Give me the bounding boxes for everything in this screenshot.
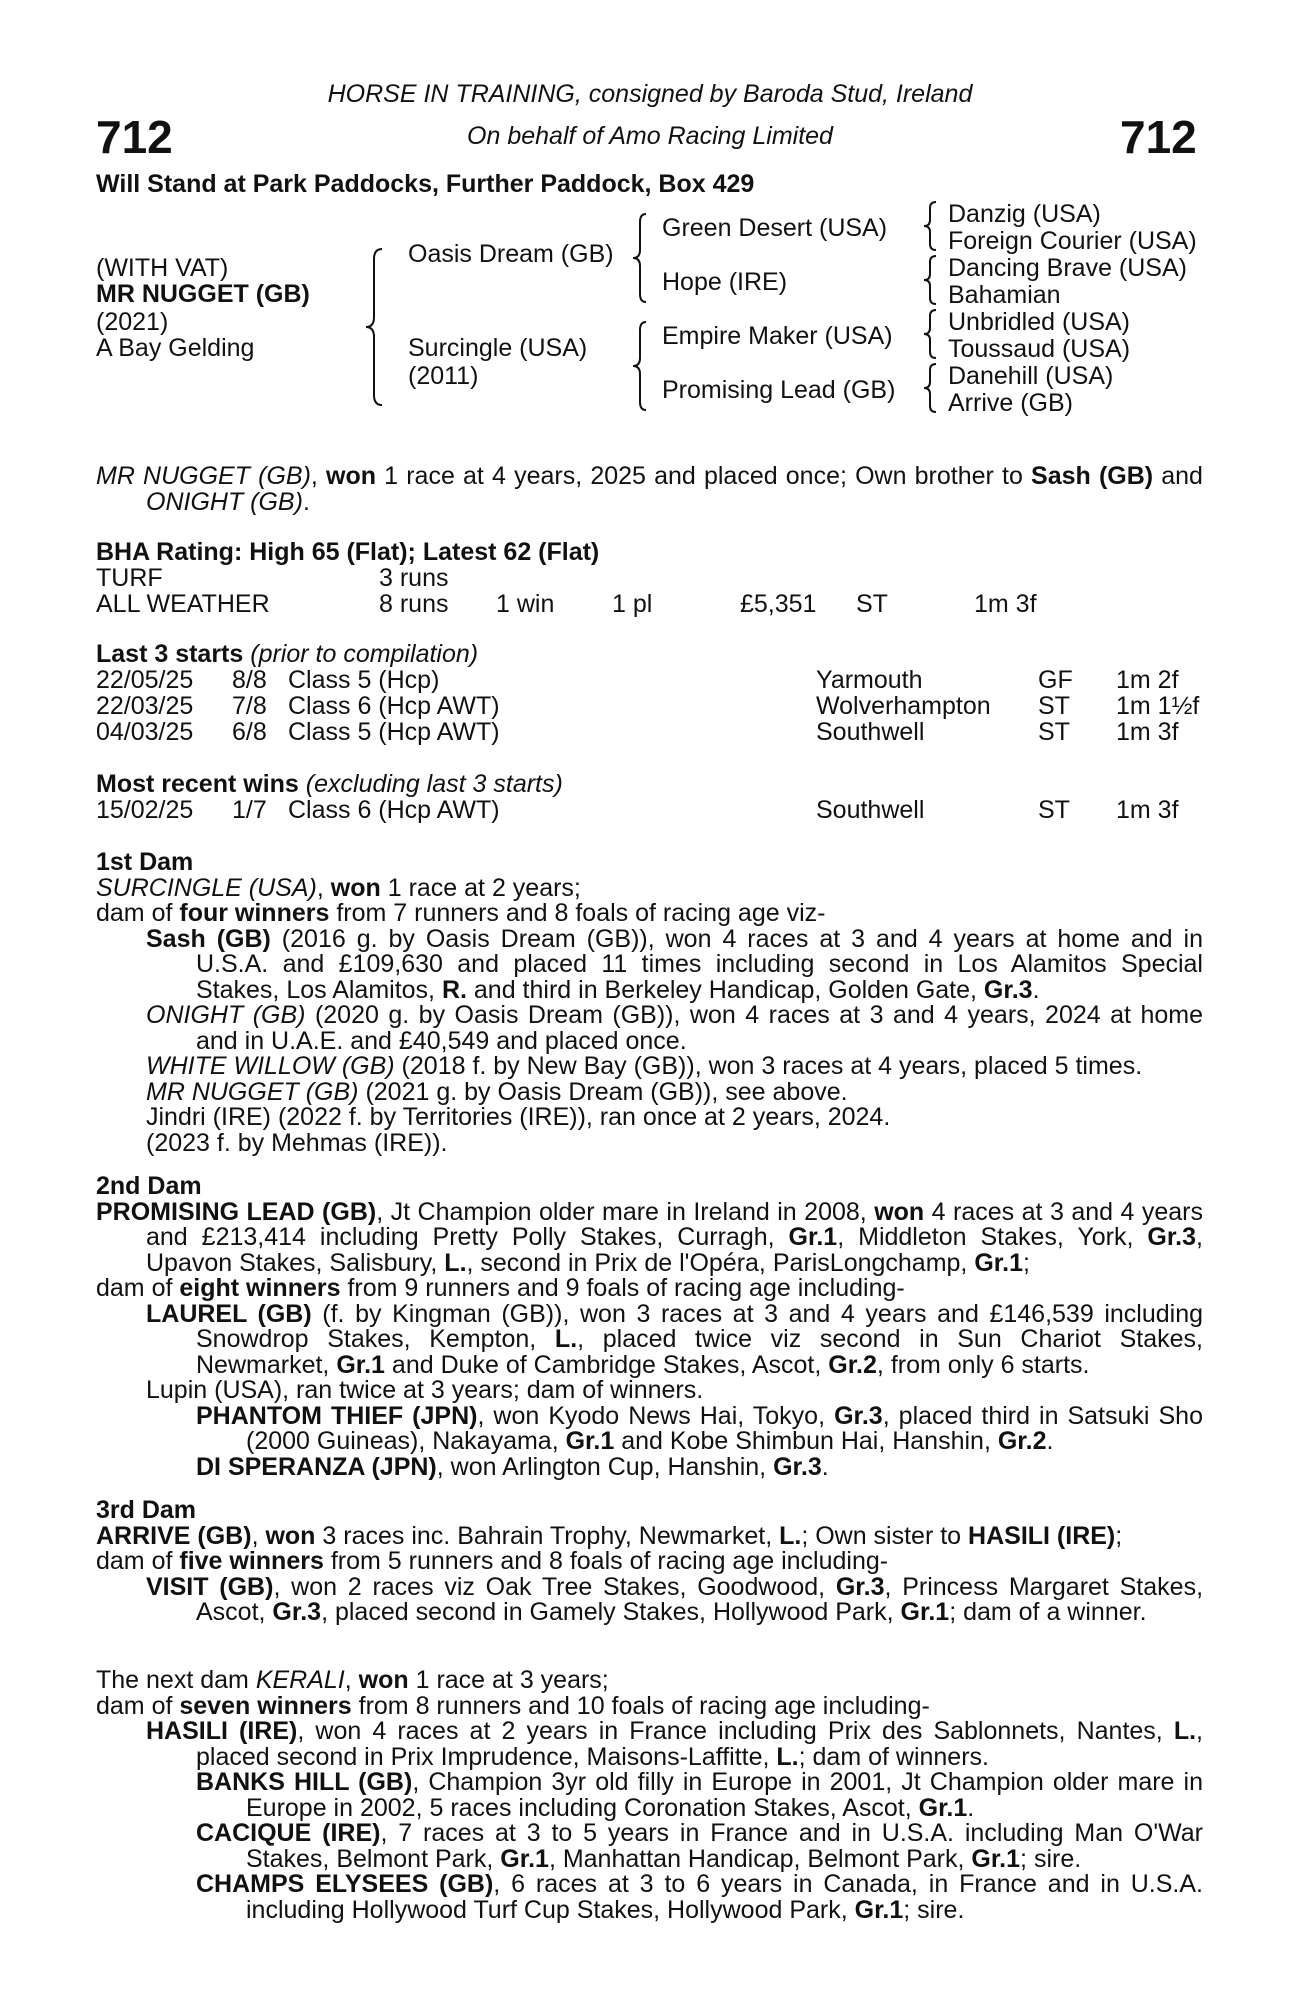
third-dam-name: ARRIVE (GB) — [96, 1521, 252, 1550]
produce-jindri: Jindri (IRE) (2022 f. by Territories (IRE)), ran once at 2 years, 2024. — [146, 1103, 891, 1131]
pedigree-sds: Dancing Brave (USA) — [948, 254, 1187, 282]
grade: Gr.1 — [918, 1793, 968, 1822]
grade: Gr.1 — [336, 1350, 385, 1379]
grade: Gr.3 — [983, 975, 1033, 1004]
produce-onight — [96, 1003, 1203, 1054]
produce-name: WHITE WILLOW (GB) — [146, 1052, 395, 1080]
text: , Jt Champion older mare in Ireland in 2008, — [376, 1197, 875, 1226]
turf-label: TURF — [96, 564, 163, 592]
race-row — [96, 798, 1203, 824]
text: 3 races inc. Bahrain Trophy, Newmarket, — [315, 1521, 780, 1550]
race-going: ST — [1038, 692, 1070, 720]
produce-di-speranza — [96, 1452, 1203, 1481]
race-class: Class 5 (Hcp AWT) — [288, 718, 500, 746]
recent-heading — [96, 772, 563, 798]
race-course: Southwell — [816, 796, 925, 824]
lot-number-right: 712 — [1120, 111, 1197, 163]
grade: Gr.1 — [565, 1427, 615, 1455]
text: ; Own sister to — [801, 1521, 969, 1550]
text: ; — [1115, 1521, 1123, 1550]
produce-name: Sash (GB) — [146, 924, 271, 953]
header-behalf: On behalf of Amo Racing Limited — [467, 122, 833, 150]
text: , — [251, 1521, 266, 1550]
rating-aw-row — [96, 592, 1203, 618]
grade: Gr.1 — [500, 1844, 549, 1873]
won-label: won — [874, 1197, 925, 1226]
text: (f. by Kingman (GB)), won 3 races at 3 and 4 years and £146,539 including Snowdrop Stakes, Kempton, — [196, 1299, 1203, 1353]
text: , — [344, 1666, 359, 1694]
text: , placed third in Satsuki Sho (2000 Guineas), Nakayama, — [246, 1401, 1203, 1455]
text: and third in Berkeley Handicap, Golden Gate, — [466, 975, 984, 1004]
grade: Gr.1 — [900, 1598, 950, 1626]
text: , Champion 3yr old filly in Europe in 2001, Jt Champion older mare in Europe in 2002, 5 races including Coronation Stakes, Ascot, — [246, 1768, 1204, 1822]
text: dam of — [96, 1547, 180, 1575]
grade: L. — [779, 1521, 802, 1550]
summary-horse-name: MR NUGGET (GB) — [96, 462, 311, 490]
pedigree-dds: Danehill (USA) — [948, 362, 1114, 390]
race-position: 7/8 — [232, 692, 267, 720]
aw-placed: 1 pl — [612, 590, 653, 618]
produce-white-willow — [96, 1054, 1203, 1080]
next-dam-name: KERALI — [255, 1666, 345, 1694]
summary-brother-2: ONIGHT (GB) — [146, 487, 303, 516]
pedigree-brace-g3-3 — [920, 308, 942, 360]
grade: Gr.3 — [835, 1572, 885, 1601]
produce-2023: (2023 f. by Mehmas (IRE)). — [146, 1128, 448, 1157]
produce-mr-nugget — [96, 1077, 1203, 1106]
grade: Gr.3 — [773, 1452, 822, 1481]
aw-prize: £5,351 — [740, 590, 817, 618]
summary: MR NUGGET (GB), won 1 race at 4 years, 2025 and placed once; Own brother to Sash (GB) and ONIGHT (GB). — [96, 462, 1203, 516]
bha-rating-title: BHA Rating: High 65 (Flat); Latest 62 (Flat) — [96, 538, 600, 566]
race-going: GF — [1038, 666, 1073, 694]
produce-phantom-thief — [96, 1401, 1203, 1455]
text: , won Kyodo News Hai, Tokyo, — [477, 1401, 835, 1430]
grade: Gr.1 — [854, 1895, 904, 1924]
first-dam-section: 1st Dam SURCINGLE (USA), won 1 race at 2 years; dam of four winners from 7 runners and 8 foals of racing age viz- Sash (GB) (2016 g. by Oasis Dream (GB)), won 4 races at 3 and 4 years at home and in U.S.A. and £109,630 and placed 11 times including second in Los Alamitos Special Stakes, Los Alamitos, R. and third in Berkeley Handicap, Golden Gate, Gr.3. ONIGHT (GB) (2020 g. by Oasis Dream (GB)), won 4 races at 3 and 4 years, 2024 at home and in U.A.E. and £40,549 and placed once. WHITE WILLOW (GB) (2018 f. by New Bay (GB)), won 3 races at 4 years, placed 5 times. MR NUGGET (GB) (2021 g. by Oasis Dream (GB)), see above. Jindri (IRE) (2022 f. by Territories (IRE)), ran once at 2 years, 2024. (2023 f. by Mehmas (IRE)). — [96, 848, 1204, 1157]
first-dam-name: SURCINGLE (USA) — [96, 873, 317, 902]
second-dam-name: PROMISING LEAD (GB) — [96, 1197, 377, 1226]
grade: Gr.3 — [834, 1401, 883, 1430]
race-date: 22/03/25 — [96, 692, 194, 720]
winners-count: four winners — [179, 899, 330, 927]
pedigree-ddd: Arrive (GB) — [948, 389, 1073, 417]
text: , won Arlington Cup, Hanshin, — [436, 1452, 774, 1481]
produce-champs-elysees — [96, 1872, 1203, 1923]
grade: Gr.2 — [828, 1350, 877, 1379]
sister-name: HASILI (IRE) — [968, 1521, 1116, 1550]
text: 1 race at 3 years; — [408, 1666, 609, 1694]
text: , 7 races at 3 to 5 years in France and in U.S.A. including Man O'War Stakes, Belmont Park, — [246, 1819, 1203, 1873]
pedigree-brace-main — [360, 245, 390, 410]
produce-name: ONIGHT (GB) — [146, 1001, 306, 1029]
pedigree-sire-dam: Hope (IRE) — [662, 268, 788, 296]
text: , second in Prix de l'Opéra, ParisLongchamp, — [466, 1248, 975, 1277]
pedigree-dam-year: (2011) — [408, 362, 479, 390]
second-dam-record — [96, 1197, 1203, 1277]
pedigree-brace-g3-4 — [920, 362, 942, 414]
text: . — [967, 1793, 975, 1822]
produce-laurel — [96, 1299, 1204, 1379]
text: . — [1032, 975, 1040, 1004]
pedigree-brace-g3-2 — [920, 254, 942, 306]
produce-hasili — [96, 1719, 1203, 1770]
race-distance: 1m 3f — [1116, 718, 1179, 746]
stand-location: Will Stand at Park Paddocks, Further Paddock, Box 429 — [96, 170, 755, 198]
last3-heading — [96, 642, 478, 668]
text: (2018 f. by New Bay (GB)), won 3 races at 4 years, placed 5 times. — [394, 1052, 1143, 1080]
produce-name: DI SPERANZA (JPN) — [196, 1452, 437, 1481]
race-row — [96, 668, 1203, 694]
race-course: Yarmouth — [816, 666, 923, 694]
second-dam-title: 2nd Dam — [96, 1172, 202, 1200]
text: The next dam — [96, 1666, 256, 1694]
grade: Gr.1 — [971, 1844, 1021, 1873]
header-consignor: HORSE IN TRAINING, consigned by Baroda Stud, Ireland — [327, 80, 973, 108]
text: from 8 runners and 10 foals of racing age including- — [351, 1691, 930, 1720]
text: , won 4 races at 2 years in France including Prix des Sablonnets, Nantes, — [297, 1717, 1174, 1745]
recent-title: Most recent wins — [96, 770, 299, 798]
grade: Gr.1 — [788, 1223, 838, 1251]
text: ; dam of winners. — [798, 1742, 989, 1771]
text: (2021 g. by Oasis Dream (GB)), see above. — [358, 1077, 848, 1106]
first-dam-title: 1st Dam — [96, 848, 194, 876]
text: ; dam of a winner. — [949, 1598, 1147, 1626]
pedigree-brace-sire — [628, 212, 652, 304]
race-position: 6/8 — [232, 718, 267, 746]
aw-going: ST — [856, 590, 888, 618]
winners-count: seven winners — [179, 1691, 352, 1720]
recent-note: (excluding last 3 starts) — [305, 770, 563, 798]
rating-turf-row — [96, 566, 1203, 592]
race-date: 22/05/25 — [96, 666, 194, 694]
text: , from only 6 starts. — [876, 1350, 1090, 1379]
text: dam of — [96, 899, 180, 927]
produce-name: BANKS HILL (GB) — [196, 1768, 413, 1796]
text: , Upavon Stakes, Salisbury, — [146, 1223, 1203, 1277]
text: , placed second in Prix Imprudence, Maisons-Laffitte, — [196, 1717, 1203, 1771]
grade: L. — [1173, 1717, 1197, 1745]
race-position: 8/8 — [232, 666, 267, 694]
produce-name: MR NUGGET (GB) — [146, 1077, 359, 1106]
pedigree-sdd: Bahamian — [948, 281, 1061, 309]
grade: R. — [441, 975, 467, 1004]
pedigree-brace-g3-1 — [920, 200, 942, 252]
text: from 9 runners and 9 foals of racing age including- — [340, 1274, 905, 1302]
aw-label: ALL WEATHER — [96, 590, 270, 618]
text: , 6 races at 3 to 6 years in Canada, in France and in U.S.A. including Hollywood Turf Cup Stakes, Hollywood Park, — [246, 1870, 1203, 1924]
race-going: ST — [1038, 796, 1070, 824]
won-label: won — [330, 873, 381, 902]
race-class: Class 6 (Hcp AWT) — [288, 692, 500, 720]
race-distance: 1m 2f — [1116, 666, 1179, 694]
produce-visit — [96, 1572, 1204, 1626]
won-label: won — [265, 1521, 316, 1550]
race-distance: 1m 3f — [1116, 796, 1179, 824]
race-date: 15/02/25 — [96, 796, 194, 824]
next-dam-record — [96, 1668, 1203, 1694]
produce-lupin: Lupin (USA), ran twice at 3 years; dam of winners. — [146, 1376, 704, 1404]
race-going: ST — [1038, 718, 1070, 746]
pedigree-dam-sire: Empire Maker (USA) — [662, 322, 893, 350]
text: dam of — [96, 1691, 180, 1720]
winners-count: five winners — [179, 1547, 324, 1575]
race-course: Southwell — [816, 718, 925, 746]
text: , Princess Margaret Stakes, Ascot, — [196, 1572, 1204, 1626]
pedigree-brace-dam — [628, 320, 652, 412]
pedigree-sire-sire: Green Desert (USA) — [662, 214, 888, 242]
turf-runs: 3 runs — [379, 564, 449, 592]
text: , placed second in Gamely Stakes, Hollywood Park, — [321, 1598, 901, 1626]
text: (2016 g. by Oasis Dream (GB)), won 4 races at 3 and 4 years at home and in U.S.A. and £109,630 and placed 11 times including second in Los Alamitos Special Stakes, Los Alamitos, — [196, 924, 1203, 1004]
pedigree-dsd: Toussaud (USA) — [948, 335, 1131, 363]
text: from 5 runners and 8 foals of racing age including- — [323, 1547, 889, 1575]
race-date: 04/03/25 — [96, 718, 194, 746]
pedigree-sire: Oasis Dream (GB) — [408, 240, 614, 268]
text: dam of — [96, 1274, 180, 1302]
horse-name: MR NUGGET (GB) — [96, 280, 310, 308]
produce-name: CACIQUE (IRE) — [196, 1819, 381, 1847]
horse-year: (2021) — [96, 308, 169, 336]
produce-name: PHANTOM THIEF (JPN) — [196, 1401, 478, 1430]
text: , Middleton Stakes, York, — [837, 1223, 1148, 1251]
text: ; sire. — [1020, 1844, 1082, 1873]
grade: L. — [776, 1742, 799, 1771]
text: . — [821, 1452, 829, 1481]
summary-end: . — [302, 487, 310, 516]
first-dam-record: 1 race at 2 years; — [380, 873, 581, 902]
third-dam-record — [96, 1521, 1203, 1550]
third-dam-title: 3rd Dam — [96, 1496, 197, 1524]
text: . — [1046, 1427, 1054, 1455]
produce-name: VISIT (GB) — [146, 1572, 274, 1601]
grade: Gr.1 — [974, 1248, 1023, 1277]
lot-number-left: 712 — [96, 111, 173, 163]
race-course: Wolverhampton — [816, 692, 991, 720]
grade: Gr.3 — [272, 1598, 322, 1626]
text: (2020 g. by Oasis Dream (GB)), won 4 races at 3 and 4 years, 2024 at home and in U.A.E. and £40,549 and placed once. — [196, 1001, 1204, 1055]
text: ; — [1022, 1248, 1030, 1277]
text: , won 2 races viz Oak Tree Stakes, Goodwood, — [273, 1572, 836, 1601]
text: , Manhattan Handicap, Belmont Park, — [548, 1844, 972, 1873]
race-row — [96, 720, 1203, 746]
race-row — [96, 694, 1203, 720]
aw-distance: 1m 3f — [974, 590, 1037, 618]
vat-status: (WITH VAT) — [96, 254, 229, 282]
text: 4 races at 3 and 4 years and £213,414 including Pretty Polly Stakes, Curragh, — [146, 1197, 1203, 1251]
third-dam-section — [96, 1498, 1203, 1626]
last3-note: (prior to compilation) — [250, 640, 479, 668]
grade: L. — [444, 1248, 467, 1277]
produce-name: LAUREL (GB) — [146, 1299, 312, 1328]
aw-runs: 8 runs — [379, 590, 449, 618]
second-dam-section — [96, 1174, 1203, 1480]
produce-sash — [96, 924, 1203, 1004]
winners-count: eight winners — [179, 1274, 341, 1302]
text: and Duke of Cambridge Stakes, Ascot, — [384, 1350, 829, 1379]
text: and Kobe Shimbun Hai, Hanshin, — [614, 1427, 998, 1455]
text: ; sire. — [903, 1895, 965, 1924]
last3-title: Last 3 starts — [96, 640, 244, 668]
pedigree-sss: Danzig (USA) — [948, 200, 1101, 228]
won-label: won — [358, 1666, 409, 1694]
summary-and: and — [1161, 462, 1203, 490]
text: from 7 runners and 8 foals of racing age viz- — [329, 899, 826, 927]
summary-brother-1: Sash (GB) — [1031, 462, 1154, 490]
produce-cacique — [96, 1821, 1203, 1872]
text: , placed twice viz second in Sun Chariot Stakes, Newmarket, — [196, 1325, 1204, 1379]
grade: Gr.2 — [997, 1427, 1047, 1455]
pedigree-dss: Unbridled (USA) — [948, 308, 1131, 336]
race-distance: 1m 1½f — [1116, 692, 1200, 720]
next-dam-section — [96, 1668, 1203, 1923]
pedigree-dam-dam: Promising Lead (GB) — [662, 376, 896, 404]
pedigree-dam: Surcingle (USA) — [408, 334, 588, 362]
race-class: Class 5 (Hcp) — [288, 666, 440, 694]
grade: L. — [554, 1325, 578, 1353]
pedigree-ssd: Foreign Courier (USA) — [948, 227, 1197, 255]
race-position: 1/7 — [232, 796, 267, 824]
aw-wins: 1 win — [496, 590, 555, 618]
summary-won: won — [326, 462, 377, 490]
summary-text: 1 race at 4 years, 2025 and placed once; Own brother to — [376, 462, 1032, 490]
produce-name: HASILI (IRE) — [146, 1717, 298, 1745]
produce-name: CHAMPS ELYSEES (GB) — [196, 1870, 494, 1898]
produce-banks-hill — [96, 1770, 1203, 1821]
grade: Gr.3 — [1147, 1223, 1197, 1251]
race-class: Class 6 (Hcp AWT) — [288, 796, 500, 824]
horse-description: A Bay Gelding — [96, 334, 255, 362]
